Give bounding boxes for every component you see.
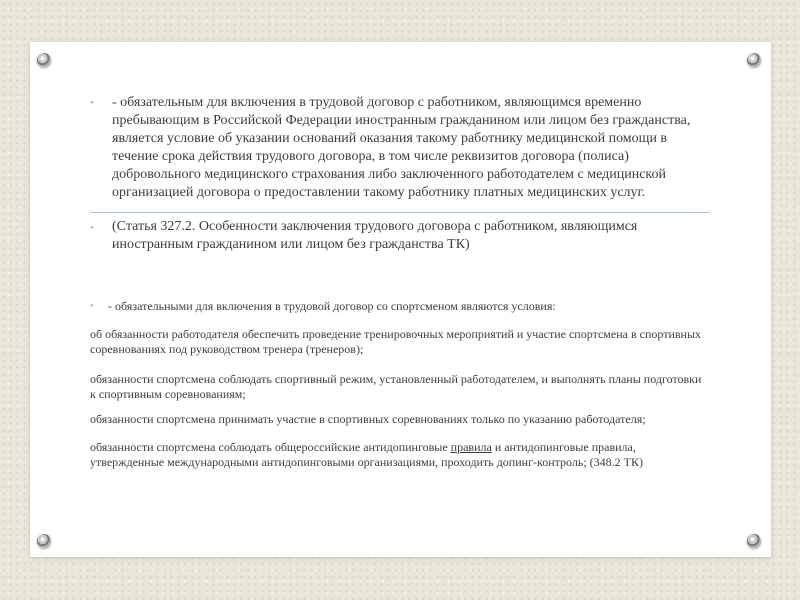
paragraph-text: - обязательным для включения в трудовой договор с работником, являющимся временно пребывающим в Российской Федерации иностранным гражданином или лицом без гражданства, является условие об указании оснований оказания такому работнику медицинской помощи в течение срока действия трудового договора, в том числе реквизитов договора (полиса) добровольного медицинского страхования либо заключенного работодателем с медицинской организацией договора о предоставлении такому работнику платных медицинских услуг. xyxy=(112,95,691,200)
paragraph-text: - обязательными для включения в трудовой договор со спортсменом являются условия: xyxy=(108,299,556,313)
list-item-text: и антидопинговые правила, утвержденные международными антидопинговыми организациями, проходить допинг-контроль; (348.2 ТК) xyxy=(90,440,643,469)
list-item: обязанности спортсмена соблюдать спортивный режим, установленный работодателем, и выполнять планы подготовки к спортивным соревнованиям; xyxy=(90,372,702,401)
paragraph-article-reference xyxy=(90,218,710,254)
list-item: об обязанности работодателя обеспечить проведение тренировочных мероприятий и участие спортсмена в спортивных соревнованиях под руководством тренера (тренеров); xyxy=(90,327,702,356)
bullet-icon: • xyxy=(90,301,94,312)
list-item: обязанности спортсмена принимать участие в спортивных соревнованиях только по указанию работодателя; xyxy=(90,412,646,426)
bullet-icon: • xyxy=(90,97,94,109)
divider xyxy=(90,212,710,213)
bullet-icon: • xyxy=(90,222,94,234)
list-item xyxy=(90,440,710,470)
paragraph-foreign-worker xyxy=(90,94,710,202)
paragraph-text: (Статья 327.2. Особенности заключения трудового договора с работником, являющимся иностранным гражданином или лицом без гражданства ТК) xyxy=(112,219,638,252)
list-item-text: обязанности спортсмена соблюдать общероссийские антидопинговые xyxy=(90,440,451,454)
rules-link[interactable]: правила xyxy=(450,440,492,454)
paragraph-athlete-conditions xyxy=(90,299,710,314)
